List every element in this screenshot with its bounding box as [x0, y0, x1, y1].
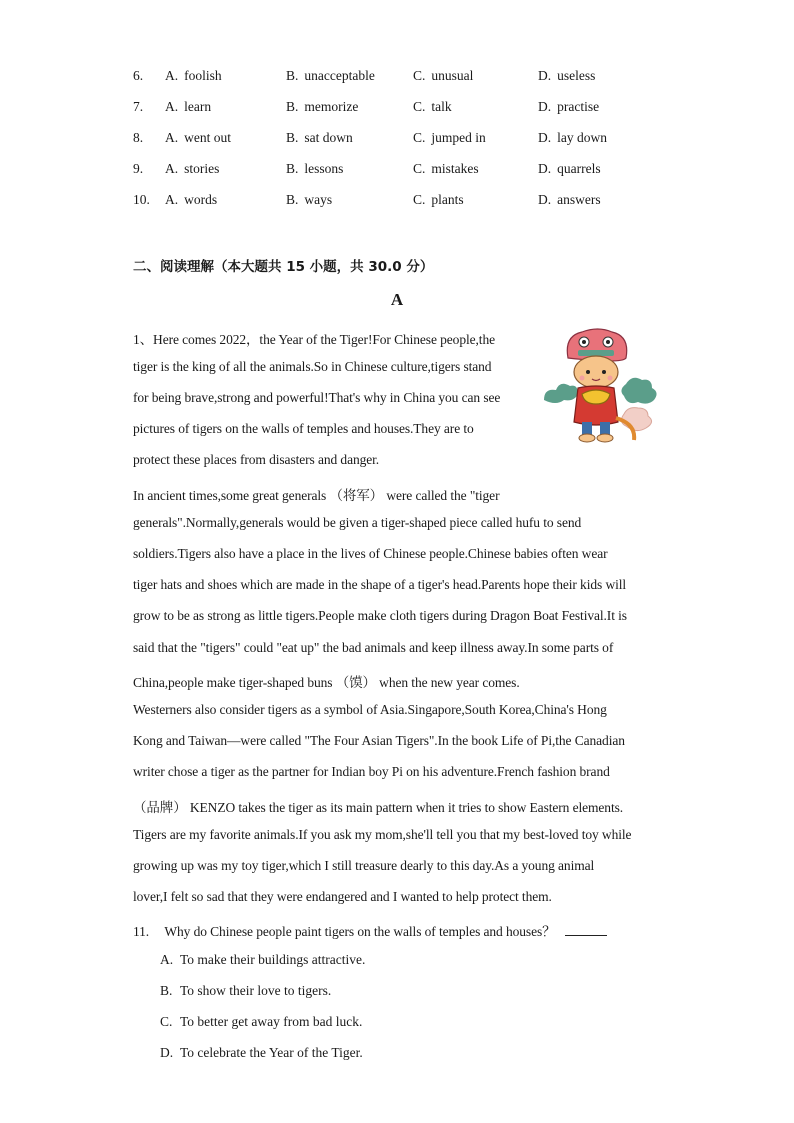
option-letter: B.: [286, 99, 299, 114]
option-letter: C.: [413, 68, 426, 83]
question-number: 10.: [133, 192, 150, 207]
passage-line: Tigers are my favorite animals.If you ask my mom,she'll tell you that my best-loved toy while: [133, 827, 632, 842]
option-text: To better get away from bad luck.: [180, 1014, 363, 1029]
cloud-right: [621, 378, 656, 404]
option-text: mistakes: [431, 161, 479, 176]
option-text: practise: [557, 99, 600, 114]
tiger-eye-right: [602, 370, 606, 374]
option-text: To show their love to tigers.: [180, 983, 332, 998]
answer-blank[interactable]: [565, 923, 607, 936]
option-a[interactable]: [165, 161, 219, 177]
option-text: jumped in: [431, 130, 486, 145]
option-a[interactable]: [165, 99, 211, 115]
option-letter: A.: [160, 952, 174, 967]
option-d[interactable]: [160, 1045, 363, 1061]
option-b[interactable]: [286, 192, 332, 208]
tiger-eye-left: [586, 370, 590, 374]
option-text: To celebrate the Year of the Tiger.: [180, 1045, 363, 1060]
option-c[interactable]: [160, 1014, 362, 1030]
option-text: quarrels: [557, 161, 601, 176]
option-text: foolish: [184, 68, 222, 83]
option-letter: C.: [413, 161, 426, 176]
passage-line: tiger hats and shoes which are made in the shape of a tiger's head.Parents hope their kids will: [133, 577, 627, 592]
option-text: stories: [184, 161, 220, 176]
passage-line: tiger is the king of all the animals.So in Chinese culture,tigers stand: [133, 359, 492, 374]
cloud-pink: [621, 408, 651, 431]
option-letter: D.: [538, 192, 552, 207]
option-b[interactable]: [286, 130, 353, 146]
option-letter: A.: [165, 99, 179, 114]
option-a[interactable]: [165, 130, 231, 146]
tiger-face: [574, 356, 618, 388]
passage-line: Kong and Taiwan—were called "The Four Asian Tigers".In the book Life of Pi,the Canadian: [133, 733, 625, 748]
tiger-illustration: [540, 328, 662, 444]
option-c[interactable]: [413, 130, 486, 146]
option-d[interactable]: [538, 192, 601, 208]
passage-title: A: [390, 290, 404, 309]
section-title: 二、阅读理解（本大题共 15 小题，共 30.0 分）: [133, 259, 434, 275]
option-letter: B.: [286, 130, 299, 145]
option-letter: C.: [413, 192, 426, 207]
option-text: unacceptable: [304, 68, 375, 83]
lion-pupil-right: [606, 340, 610, 344]
question-number: 11.: [133, 924, 150, 939]
question-number: 7.: [133, 99, 144, 114]
option-letter: A.: [165, 161, 179, 176]
tiger-blush-right: [608, 376, 613, 381]
tiger-foot-left: [579, 434, 595, 442]
passage-line: generals".Normally,generals would be given a tiger-shaped piece called hufu to send: [133, 515, 582, 530]
option-d[interactable]: [538, 99, 599, 115]
passage-line: lover,I felt so sad that they were endangered and I wanted to help protect them.: [133, 889, 552, 904]
question-stem-row: [133, 920, 607, 940]
option-text: learn: [184, 99, 212, 114]
option-c[interactable]: [413, 192, 464, 208]
option-b[interactable]: [286, 161, 343, 177]
passage-line: said that the "tigers" could "eat up" the bad animals and keep illness away.In some parts of: [133, 640, 614, 655]
passage-line: soldiers.Tigers also have a place in the lives of Chinese people.Chinese babies often wear: [133, 546, 608, 561]
passage-line: pictures of tigers on the walls of temples and houses.They are to: [133, 421, 474, 436]
option-letter: D.: [538, 99, 552, 114]
option-c[interactable]: [413, 68, 473, 84]
option-text: went out: [184, 130, 231, 145]
cloud-left: [544, 384, 578, 403]
option-text: lay down: [557, 130, 607, 145]
option-letter: C.: [160, 1014, 173, 1029]
passage-line: growing up was my toy tiger,which I still treasure dearly to this day.As a young animal: [133, 858, 595, 873]
question-stem: Why do Chinese people paint tigers on the walls of temples and houses？: [164, 924, 556, 939]
option-text: ways: [304, 192, 333, 207]
passage-line: grow to be as strong as little tigers.People make cloth tigers during Dragon Boat Festival.It is: [133, 608, 627, 623]
option-letter: D.: [538, 161, 552, 176]
option-b[interactable]: [160, 983, 331, 999]
option-a[interactable]: [165, 68, 222, 84]
option-d[interactable]: [538, 130, 607, 146]
option-text: memorize: [304, 99, 359, 114]
option-text: unusual: [431, 68, 474, 83]
option-text: plants: [431, 192, 464, 207]
option-letter: D.: [160, 1045, 174, 1060]
passage-line: 1、Here comes 2022，the Year of the Tiger!For Chinese people,the: [133, 332, 495, 347]
option-letter: A.: [165, 192, 179, 207]
passage-line: China,people make tiger-shaped buns （馍） when the new year comes.: [133, 675, 520, 690]
passage-line: protect these places from disasters and danger.: [133, 452, 380, 467]
lion-pupil-left: [582, 340, 586, 344]
option-letter: D.: [538, 130, 552, 145]
option-c[interactable]: [413, 161, 479, 177]
passage-line: for being brave,strong and powerful!That's why in China you can see: [133, 390, 501, 405]
question-number: 6.: [133, 68, 144, 83]
question-number: 8.: [133, 130, 144, 145]
passage-line: Westerners also consider tigers as a symbol of Asia.Singapore,South Korea,China's Hong: [133, 702, 607, 717]
option-d[interactable]: [538, 161, 601, 177]
option-letter: B.: [160, 983, 173, 998]
passage-line: writer chose a tiger as the partner for Indian boy Pi on his adventure.French fashion brand: [133, 764, 610, 779]
option-b[interactable]: [286, 68, 375, 84]
option-a[interactable]: [160, 952, 365, 968]
option-a[interactable]: [165, 192, 217, 208]
lion-teeth-band: [578, 350, 614, 356]
passage-line: （品牌） KENZO takes the tiger as its main pattern when it tries to show Eastern elements.: [133, 800, 624, 815]
option-text: useless: [557, 68, 596, 83]
option-letter: B.: [286, 192, 299, 207]
option-text: sat down: [304, 130, 353, 145]
option-letter: C.: [413, 99, 426, 114]
option-text: answers: [557, 192, 601, 207]
option-text: lessons: [304, 161, 344, 176]
passage-line: In ancient times,some great generals （将军） were called the "tiger: [133, 488, 500, 503]
option-letter: B.: [286, 68, 299, 83]
option-letter: B.: [286, 161, 299, 176]
option-letter: A.: [165, 68, 179, 83]
option-text: talk: [431, 99, 452, 114]
gold-ingot: [582, 390, 610, 404]
tiger-foot-right: [597, 434, 613, 442]
option-letter: A.: [165, 130, 179, 145]
option-d[interactable]: [538, 68, 595, 84]
option-b[interactable]: [286, 99, 358, 115]
option-text: To make their buildings attractive.: [180, 952, 366, 967]
option-text: words: [184, 192, 218, 207]
option-c[interactable]: [413, 99, 452, 115]
question-number: 9.: [133, 161, 144, 176]
option-letter: D.: [538, 68, 552, 83]
option-letter: C.: [413, 130, 426, 145]
tiger-blush-left: [580, 376, 585, 381]
